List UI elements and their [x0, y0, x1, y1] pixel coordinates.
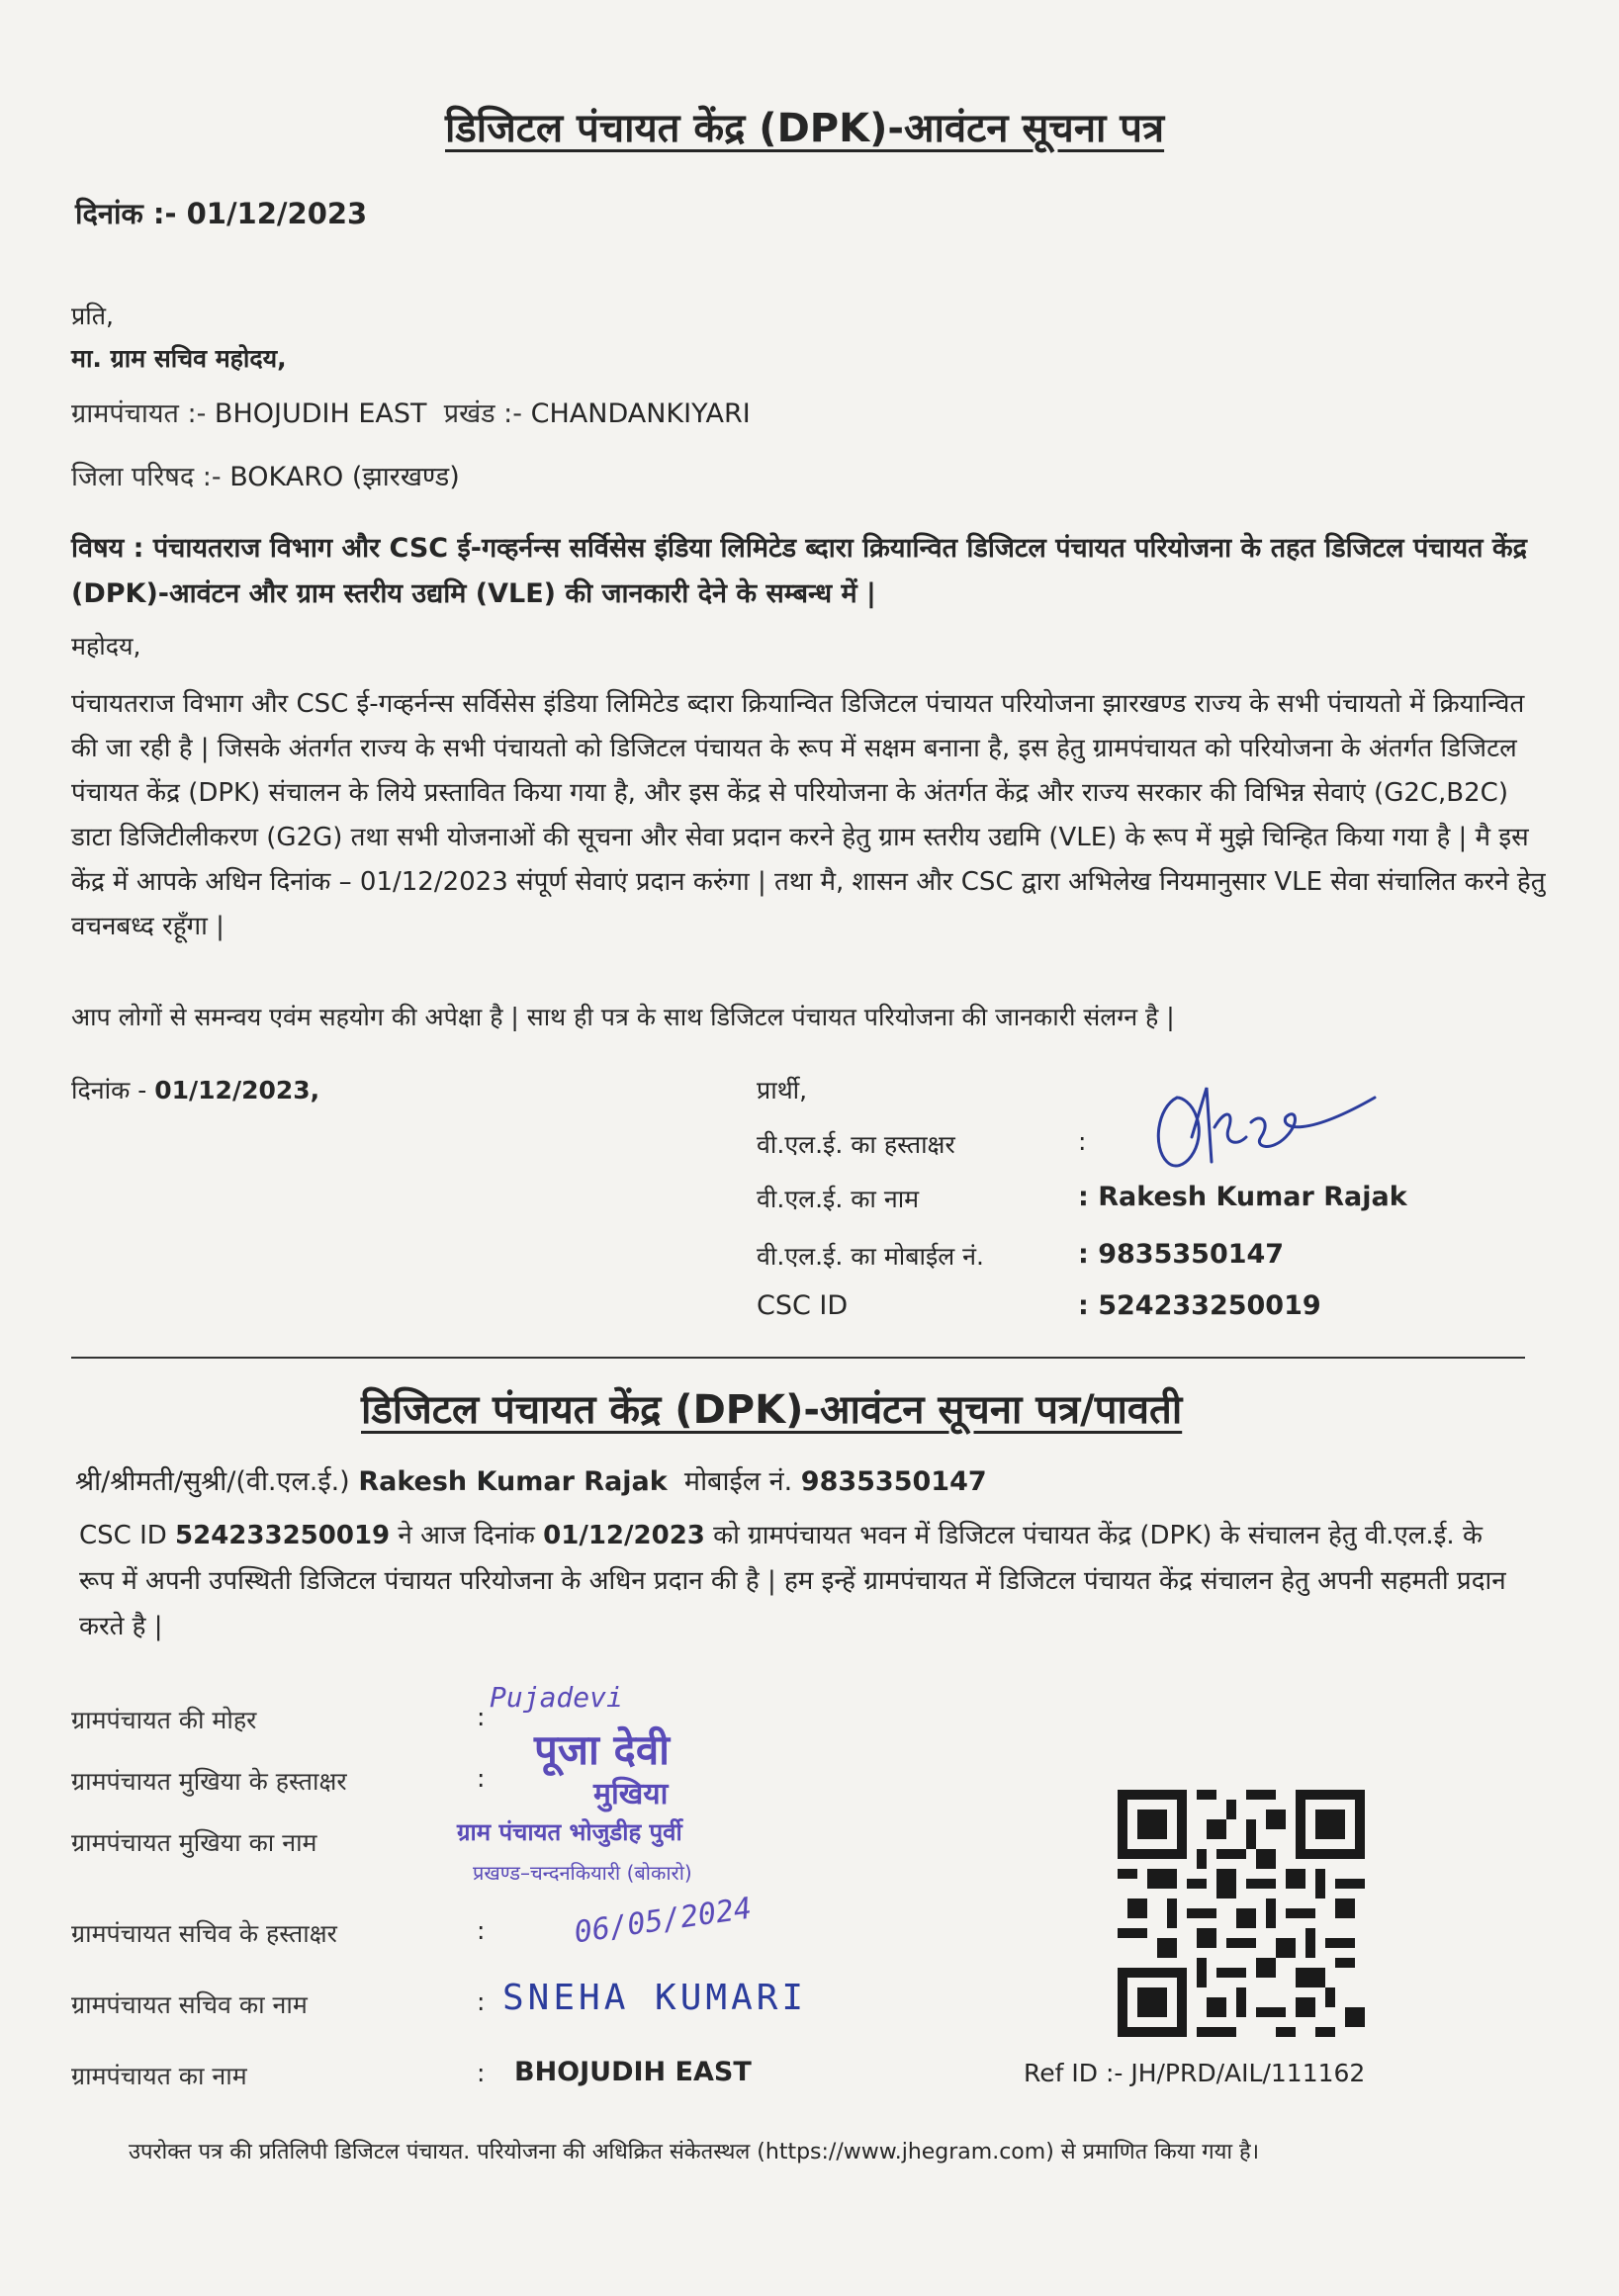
salutation: महोदय, — [71, 632, 141, 661]
secretary-sign-date: 06/05/2024 — [572, 1891, 755, 1951]
section-divider — [71, 1357, 1525, 1359]
to-prefix: प्रति, — [71, 302, 114, 330]
colon: : — [1078, 1290, 1089, 1321]
vle-name — [1078, 1182, 1407, 1212]
district-label: जिला परिषद :- — [71, 462, 222, 492]
vle-mobile-value: 9835350147 — [1098, 1239, 1285, 1270]
secretary-name-label: ग्रामपंचायत सचिव का नाम — [71, 1990, 308, 2019]
qr-code-image — [1118, 1790, 1365, 2037]
letter-date: दिनांक :- 01/12/2023 — [75, 197, 368, 230]
letter-subject: विषय : पंचायतराज विभाग और CSC ई-गव्हर्नन्स सर्विसेस इंडिया लिमिटेड ब्दारा क्रियान्वित डिजिटल पंचायत परियोजना के तहत डिजिटल पंचायत केंद्र (DPK)-आवंटन और ग्राम स्तरीय उद्यमि (VLE) की जानकारी देने के सम्बन्ध में | — [71, 533, 1527, 609]
block-value: CHANDANKIYARI — [530, 398, 751, 429]
panchayat-name-label: ग्रामपंचायत का नाम — [71, 2062, 247, 2090]
closing-line: आप लोगों से समन्वय एवंम सहयोग की अपेक्षा है | साथ ही पत्र के साथ डिजिटल पंचायत परियोजना की जानकारी संलग्न है | — [71, 1003, 1175, 1031]
csc-id-value: 524233250019 — [1098, 1290, 1321, 1321]
secretary-sign-label: ग्रामपंचायत सचिव के हस्ताक्षर — [71, 1919, 337, 1948]
stamp-role: मुखिया — [593, 1777, 669, 1811]
vle-name-value: Rakesh Kumar Rajak — [1098, 1182, 1407, 1212]
csc-id-label: CSC ID — [757, 1290, 849, 1321]
receipt-vle-name: Rakesh Kumar Rajak — [358, 1466, 668, 1497]
gram-panchayat-label: ग्रामपंचायत :- — [71, 398, 207, 429]
receipt-paragraph — [79, 1513, 1523, 1649]
district-state: (झारखण्ड) — [351, 462, 460, 492]
addressee: मा. ग्राम सचिव महोदय, — [71, 344, 287, 373]
letter-body: पंचायतराज विभाग और CSC ई-गव्हर्नन्स सर्विसेस इंडिया लिमिटेड ब्दारा क्रियान्वित डिजिटल पंचायत परियोजना झारखण्ड राज्य के सभी पंचायतो में क्रियान्वित की जा रही है | जिसके अंतर्गत राज्य के सभी पंचायतो को डिजिटल पंचायत के रूप में सक्षम बनाना है, इस हेतु ग्रामपंचायत को परियोजना के अंतर्गत डिजिटल पंचायत केंद्र (DPK) संचालन के लिये प्रस्तावित किया गया है, और इस केंद्र से परियोजना के अंतर्गत केंद्र और राज्य सरकार की विभिन्न सेवाएं (G2C,B2C) डाटा डिजिटीलीकरण (G2G) तथा सभी योजनाओं की सूचना और सेवा प्रदान करने हेतु ग्राम स्तरीय उद्यमि (VLE) के रूप में मुझे चिन्हित किया गया है | मै इस केंद्र में आपके अधिन दिनांक – 01/12/2023 संपूर्ण सेवाएं प्रदान करुंगा | तथा मै, शासन और CSC द्वारा अभिलेख नियमानुसार VLE सेवा संचालित करने हेतु वचनबध्द रहूँगा | — [71, 689, 1546, 941]
secretary-name-colon: : — [477, 1987, 486, 2016]
sign-date-label: दिनांक - — [71, 1076, 147, 1104]
receipt-para-part2: को ग्रामपंचायत भवन में डिजिटल पंचायत केंद्र (DPK) के संचालन हेतु वी.एल.ई. के रूप में अपनी उपस्थिती डिजिटल पंचायत परियोजना के अधिन प्रदान की है | हम इन्हें ग्रामपंचायत में डिजिटल पंचायत केंद्र संचालन हेतु अपनी सहमती प्रदान करते है | — [79, 1521, 1506, 1641]
secretary-name-value: SNEHA KUMARI — [502, 1978, 808, 2018]
panchayat-name-colon: : — [477, 2059, 486, 2087]
address-line-1 — [71, 394, 751, 430]
receipt-mobile-label: मोबाईल नं. — [683, 1466, 793, 1497]
receipt-prefix: श्री/श्रीमती/सुश्री/(वी.एल.ई.) — [75, 1466, 350, 1497]
footer-note: उपरोक्त पत्र की प्रतिलिपी डिजिटल पंचायत. परियोजना की अधिक्रित संकेतस्थल (https://www.jhegram.com) से प्रमाणित किया गया है। — [129, 2140, 1260, 2164]
receipt-title: डिजिटल पंचायत केंद्र (DPK)-आवंटन सूचना पत्र/पावती — [361, 1387, 1183, 1433]
mukhiya-name-label: ग्रामपंचायत मुखिया का नाम — [71, 1828, 317, 1857]
sign-date — [71, 1073, 319, 1106]
stamp-block: प्रखण्ड–चन्दनकियारी (बोकारो) — [473, 1861, 692, 1885]
vle-signature-image — [1137, 1068, 1385, 1187]
vle-signature-label: वी.एल.ई. का हस्ताक्षर — [757, 1130, 955, 1159]
district-value: BOKARO — [229, 462, 344, 492]
vle-name-label: वी.एल.ई. का नाम — [757, 1185, 920, 1213]
stamp-name: पूजा देवी — [534, 1725, 671, 1774]
block-label: प्रखंड :- — [443, 398, 523, 429]
vle-mobile — [1078, 1239, 1284, 1270]
address-line-2 — [71, 457, 460, 493]
seal-label: ग्रामपंचायत की मोहर — [71, 1706, 257, 1734]
vle-signature-colon: : — [1078, 1127, 1087, 1156]
ref-id: Ref ID :- JH/PRD/AIL/111162 — [1024, 2059, 1366, 2087]
receipt-date: 01/12/2023 — [543, 1521, 705, 1550]
stamp-handwritten: Pujadevi — [490, 1681, 623, 1714]
stamp-panchayat: ग्राम पंचायत भोजुडीह पुर्वी — [457, 1818, 682, 1846]
receipt-csc-prefix: CSC ID — [79, 1521, 167, 1550]
colon: : — [1078, 1182, 1089, 1212]
colon: : — [1078, 1239, 1089, 1270]
mukhiya-sign-colon: : — [477, 1764, 486, 1793]
secretary-sign-colon: : — [477, 1916, 486, 1945]
receipt-vle-line — [75, 1461, 987, 1498]
gram-panchayat-value: BHOJUDIH EAST — [214, 398, 427, 429]
receipt-mobile: 9835350147 — [800, 1466, 987, 1497]
vle-mobile-label: वी.एल.ई. का मोबाईल नं. — [757, 1242, 985, 1271]
applicant-label: प्रार्थी, — [757, 1076, 808, 1104]
receipt-para-part1: ने आज दिनांक — [398, 1521, 535, 1550]
panchayat-name-value: BHOJUDIH EAST — [514, 2057, 752, 2087]
sign-date-value: 01/12/2023, — [154, 1076, 320, 1104]
letter-title: डिजिटल पंचायत केंद्र (DPK)-आवंटन सूचना पत्र — [445, 106, 1165, 151]
mukhiya-sign-label: ग्रामपंचायत मुखिया के हस्ताक्षर — [71, 1767, 347, 1796]
receipt-csc-value: 524233250019 — [175, 1521, 391, 1550]
csc-id — [1078, 1290, 1321, 1321]
seal-colon: : — [477, 1703, 486, 1731]
